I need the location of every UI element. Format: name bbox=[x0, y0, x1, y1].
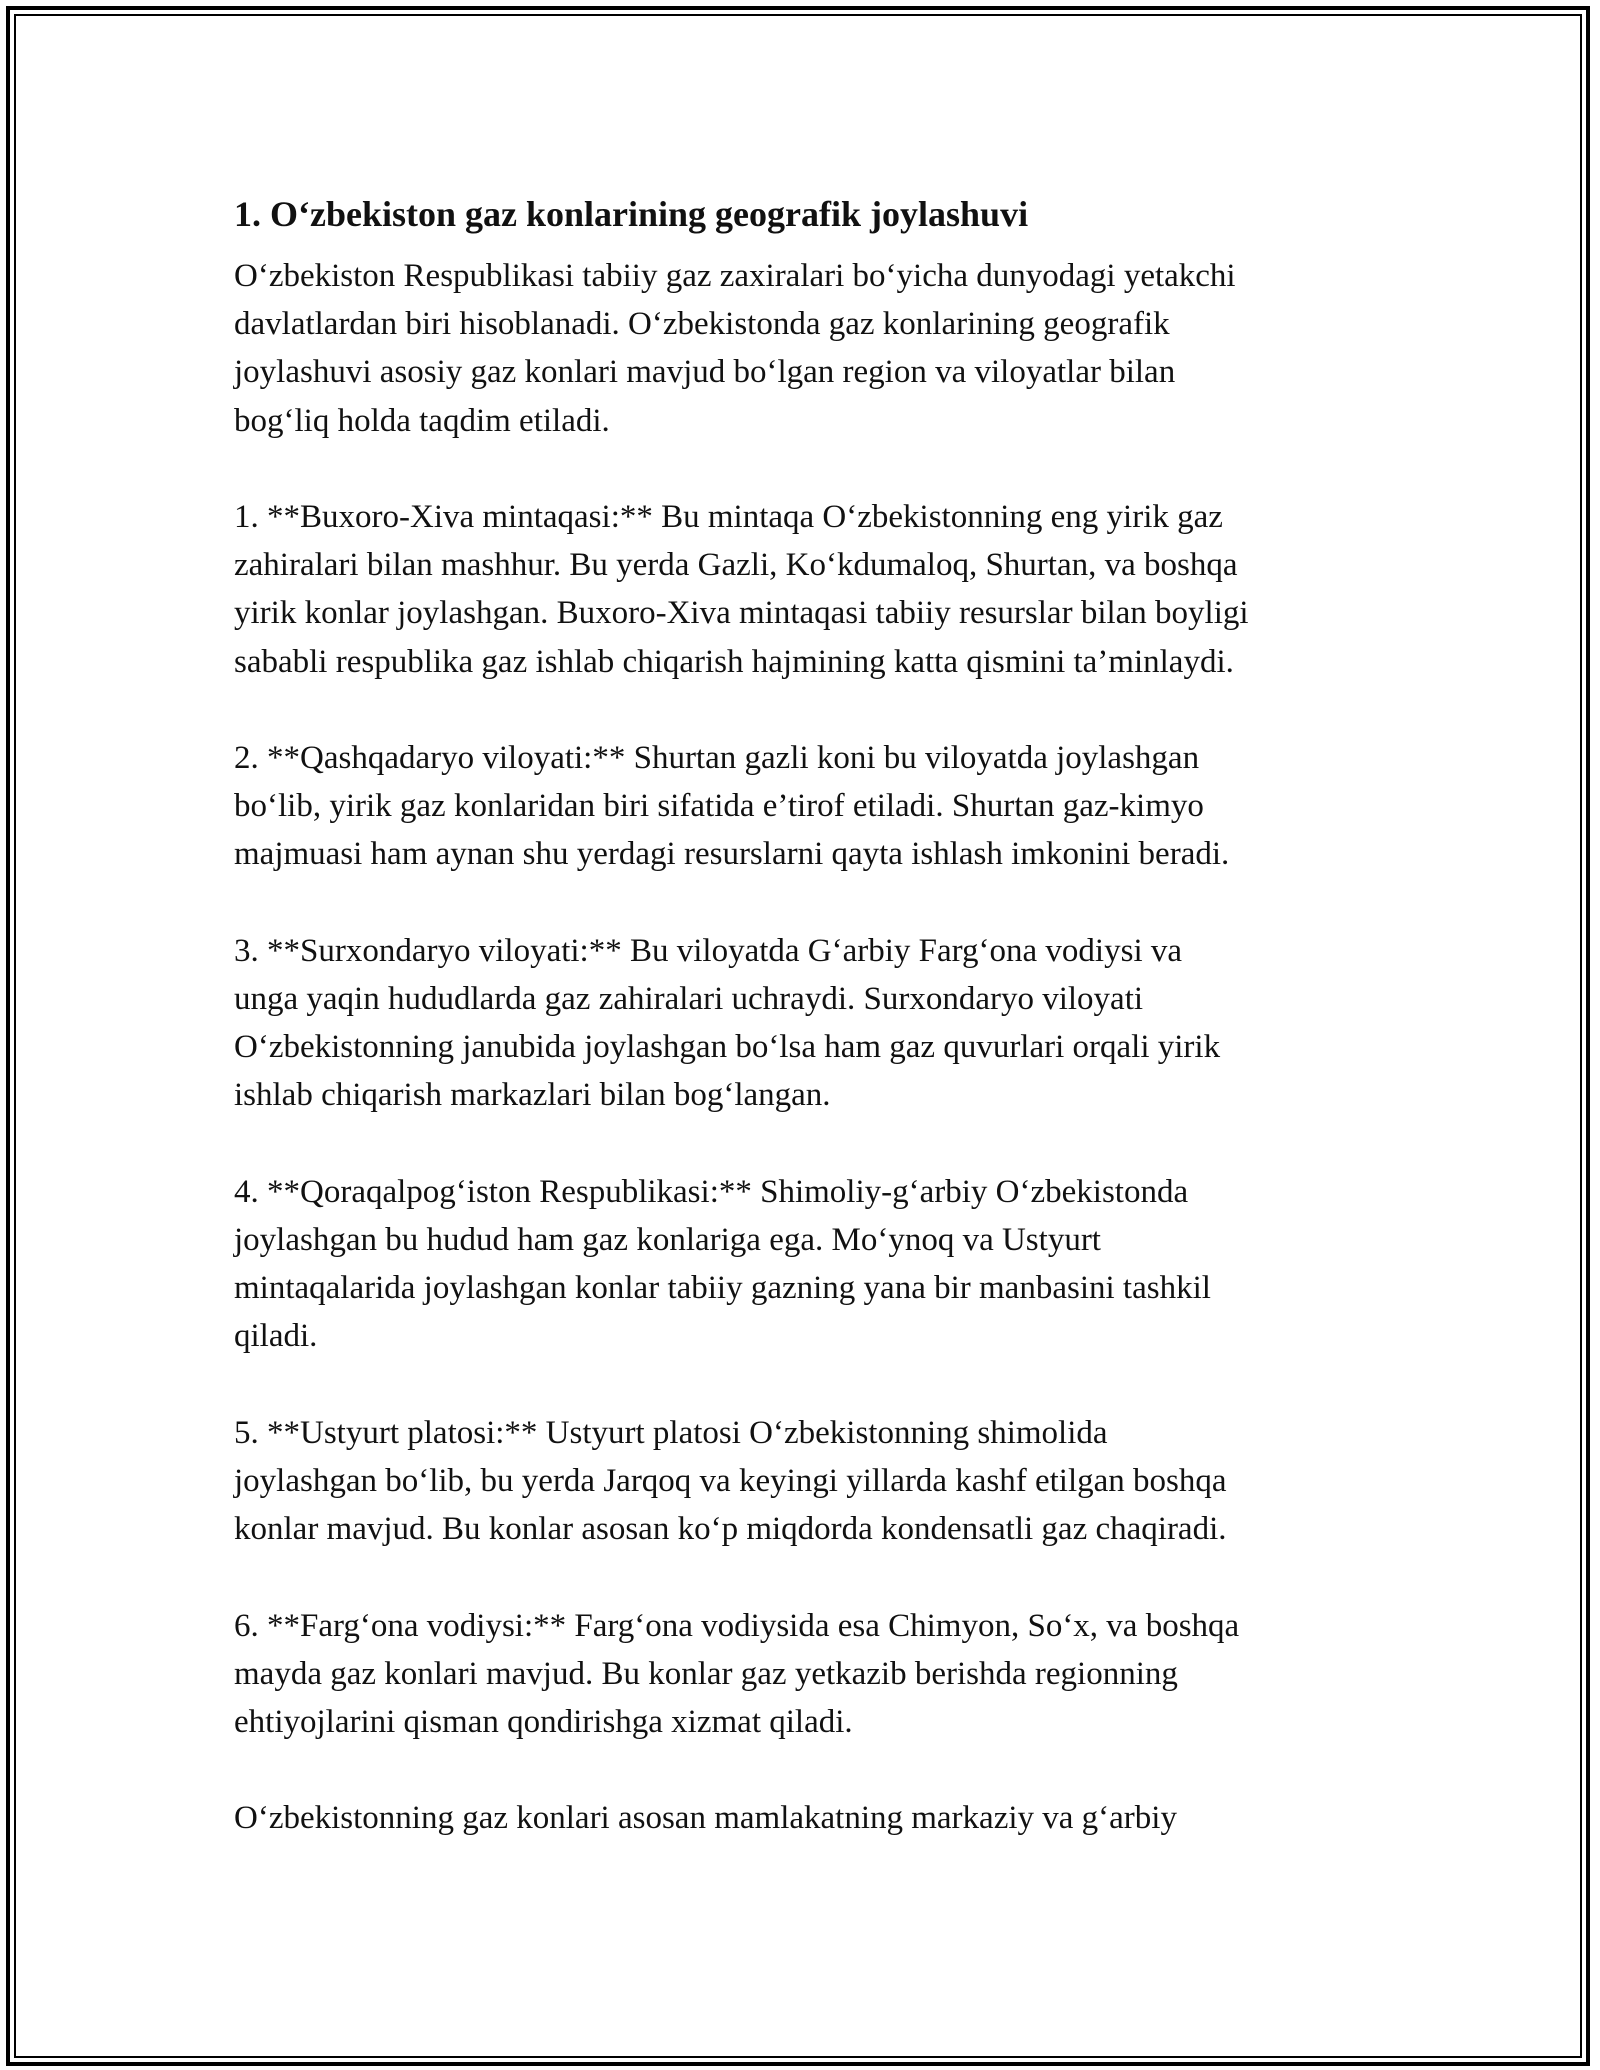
list-item-buxoro-xiva: 1. **Buxoro-Xiva mintaqasi:** Bu mintaqa O‘zbekistonning eng yirik gaz zahiralari bilan mashhur. Bu yerda Gazli, Ko‘kdumaloq, Shurtan, va boshqa yirik konlar joylashgan. Buxoro-Xiva mintaqasi tabiiy resurslar bilan boyligi sababli respublika gaz ishlab chiqarish hajmining katta qismini ta’minlaydi. bbox=[234, 499, 1249, 680]
list-item-surxondaryo: 3. **Surxondaryo viloyati:** Bu viloyatda G‘arbiy Farg‘ona vodiysi va unga yaqin hududlarda gaz zahiralari uchraydi. Surxondaryo viloyati O‘zbekistonning janubida joylashgan bo‘lsa ham gaz quvurlari orqali yirik ishlab chiqarish markazlari bilan bog‘langan. bbox=[234, 932, 1221, 1114]
list-item-ustyurt: 5. **Ustyurt platosi:** Ustyurt platosi O‘zbekistonning shimolida joylashgan bo‘lib, bu yerda Jarqoq va keyingi yillarda kashf etilgan boshqa konlar mavjud. Bu konlar asosan ko‘p miqdorda kondensatli gaz chaqiradi. bbox=[234, 1414, 1227, 1548]
closing-paragraph: O‘zbekistonning gaz konlari asosan mamlakatning markaziy va g‘arbiy bbox=[234, 1800, 1177, 1837]
intro-paragraph: O‘zbekiston Respublikasi tabiiy gaz zaxiralari bo‘yicha dunyodagi yetakchi davlatlardan biri hisoblanadi. O‘zbekistonda gaz konlarining geografik joylashuvi asosiy gaz konlari mavjud bo‘lgan region va viloyatlar bilan bog‘liq holda taqdim etiladi. bbox=[234, 258, 1236, 439]
section-heading: 1. O‘zbekiston gaz konlarining geografik joylashuvi bbox=[234, 194, 1029, 234]
list-item-qoraqalpogiston: 4. **Qoraqalpog‘iston Respublikasi:** Shimoliy-g‘arbiy O‘zbekistonda joylashgan bu hudud ham gaz konlariga ega. Mo‘ynoq va Ustyurt mintaqalarida joylashgan konlar tabiiy gazning yana bir manbasini tashkil qiladi. bbox=[234, 1173, 1211, 1355]
list-item-qashqadaryo: 2. **Qashqadaryo viloyati:** Shurtan gazli koni bu viloyatda joylashgan bo‘lib, yirik gaz konlaridan biri sifatida e’tirof etiladi. Shurtan gaz-kimyo majmuasi ham aynan shu yerdagi resurslarni qayta ishlash imkonini beradi. bbox=[234, 740, 1230, 873]
list-item-fargona: 6. **Farg‘ona vodiysi:** Farg‘ona vodiysida esa Chimyon, So‘x, va boshqa mayda gaz konlari mavjud. Bu konlar gaz yetkazib berishda regionning ehtiyojlarini qisman qondirishga xizmat qiladi. bbox=[234, 1607, 1240, 1740]
document-body bbox=[234, 186, 1384, 1891]
